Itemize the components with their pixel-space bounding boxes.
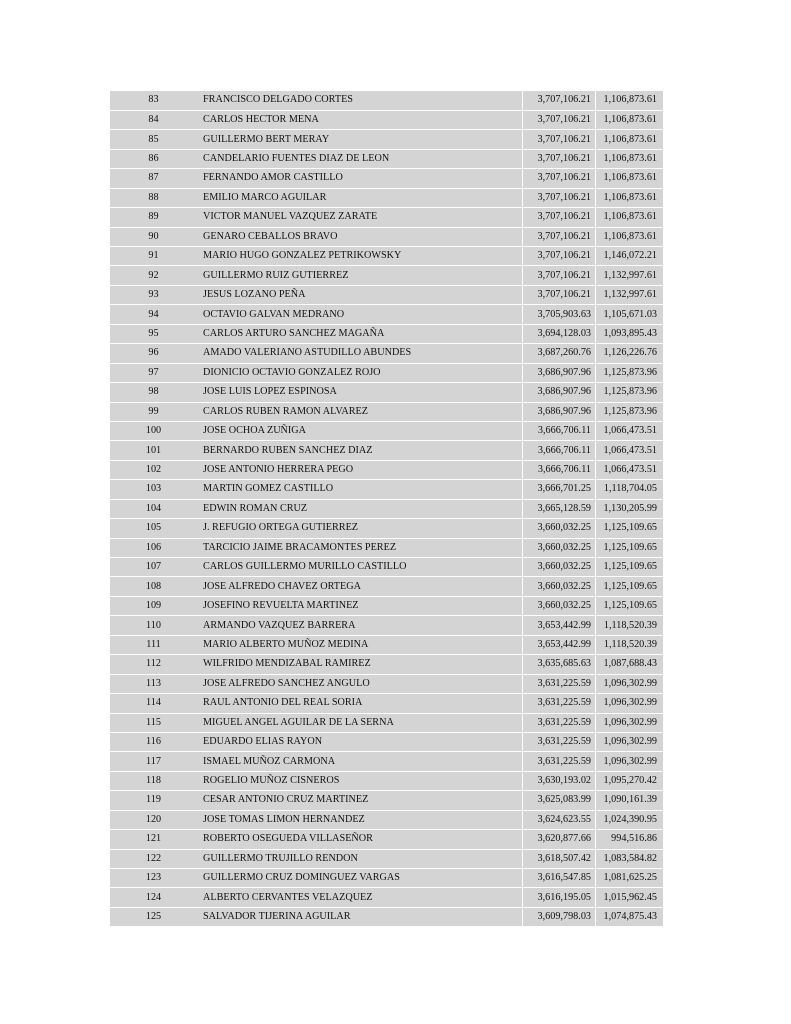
table-row bbox=[110, 324, 663, 343]
table-row bbox=[110, 130, 663, 149]
table-row bbox=[110, 907, 663, 926]
row-number-cell: 100 bbox=[110, 421, 197, 440]
row-name-cell: JOSE LUIS LOPEZ ESPINOSA bbox=[197, 383, 523, 402]
table-row bbox=[110, 460, 663, 479]
row-number-cell: 125 bbox=[110, 907, 197, 926]
table-row bbox=[110, 480, 663, 499]
row-amount-2-cell: 1,096,302.99 bbox=[596, 732, 664, 751]
table-row bbox=[110, 694, 663, 713]
row-amount-2-cell: 1,024,390.95 bbox=[596, 810, 664, 829]
row-name-cell: SALVADOR TIJERINA AGUILAR bbox=[197, 907, 523, 926]
row-amount-1-cell: 3,631,225.59 bbox=[523, 732, 596, 751]
table-row bbox=[110, 441, 663, 460]
row-number-cell: 108 bbox=[110, 577, 197, 596]
table-row bbox=[110, 208, 663, 227]
row-amount-2-cell: 1,087,688.43 bbox=[596, 655, 664, 674]
row-name-cell: JOSE OCHOA ZUÑIGA bbox=[197, 421, 523, 440]
table-row bbox=[110, 810, 663, 829]
table-row bbox=[110, 616, 663, 635]
row-name-cell: ALBERTO CERVANTES VELAZQUEZ bbox=[197, 888, 523, 907]
row-name-cell: TARCICIO JAIME BRACAMONTES PEREZ bbox=[197, 538, 523, 557]
row-number-cell: 110 bbox=[110, 616, 197, 635]
row-amount-2-cell: 1,015,962.45 bbox=[596, 888, 664, 907]
row-amount-1-cell: 3,653,442.99 bbox=[523, 616, 596, 635]
row-name-cell: BERNARDO RUBEN SANCHEZ DIAZ bbox=[197, 441, 523, 460]
row-name-cell: FRANCISCO DELGADO CORTES bbox=[197, 91, 523, 110]
row-number-cell: 101 bbox=[110, 441, 197, 460]
table-row bbox=[110, 558, 663, 577]
table-row bbox=[110, 344, 663, 363]
table-row bbox=[110, 149, 663, 168]
row-name-cell: ROGELIO MUÑOZ CISNEROS bbox=[197, 771, 523, 790]
row-number-cell: 91 bbox=[110, 247, 197, 266]
row-amount-1-cell: 3,635,685.63 bbox=[523, 655, 596, 674]
row-amount-2-cell: 1,125,109.65 bbox=[596, 538, 664, 557]
row-amount-2-cell: 1,118,520.39 bbox=[596, 635, 664, 654]
row-name-cell: CARLOS HECTOR MENA bbox=[197, 110, 523, 129]
data-table bbox=[110, 91, 663, 927]
row-number-cell: 95 bbox=[110, 324, 197, 343]
row-name-cell: ROBERTO OSEGUEDA VILLASEÑOR bbox=[197, 830, 523, 849]
row-name-cell: CARLOS GUILLERMO MURILLO CASTILLO bbox=[197, 558, 523, 577]
row-amount-2-cell: 1,095,270.42 bbox=[596, 771, 664, 790]
table-row bbox=[110, 305, 663, 324]
row-name-cell: MARTIN GOMEZ CASTILLO bbox=[197, 480, 523, 499]
row-name-cell: CESAR ANTONIO CRUZ MARTINEZ bbox=[197, 791, 523, 810]
row-amount-1-cell: 3,618,507.42 bbox=[523, 849, 596, 868]
row-amount-1-cell: 3,687,260.76 bbox=[523, 344, 596, 363]
row-amount-1-cell: 3,620,877.66 bbox=[523, 830, 596, 849]
table-row bbox=[110, 91, 663, 110]
row-name-cell: GUILLERMO CRUZ DOMINGUEZ VARGAS bbox=[197, 869, 523, 888]
row-amount-2-cell: 1,126,226.76 bbox=[596, 344, 664, 363]
row-amount-1-cell: 3,707,106.21 bbox=[523, 227, 596, 246]
row-amount-2-cell: 1,106,873.61 bbox=[596, 169, 664, 188]
row-amount-2-cell: 1,106,873.61 bbox=[596, 91, 664, 110]
row-number-cell: 123 bbox=[110, 869, 197, 888]
row-amount-2-cell: 1,118,520.39 bbox=[596, 616, 664, 635]
row-number-cell: 96 bbox=[110, 344, 197, 363]
row-amount-1-cell: 3,694,128.03 bbox=[523, 324, 596, 343]
row-amount-2-cell: 1,106,873.61 bbox=[596, 227, 664, 246]
row-amount-2-cell: 1,125,109.65 bbox=[596, 577, 664, 596]
row-name-cell: MIGUEL ANGEL AGUILAR DE LA SERNA bbox=[197, 713, 523, 732]
row-number-cell: 109 bbox=[110, 596, 197, 615]
row-amount-1-cell: 3,660,032.25 bbox=[523, 596, 596, 615]
row-amount-1-cell: 3,707,106.21 bbox=[523, 149, 596, 168]
row-name-cell: GENARO CEBALLOS BRAVO bbox=[197, 227, 523, 246]
row-number-cell: 121 bbox=[110, 830, 197, 849]
table-row bbox=[110, 830, 663, 849]
row-number-cell: 116 bbox=[110, 732, 197, 751]
row-name-cell: CANDELARIO FUENTES DIAZ DE LEON bbox=[197, 149, 523, 168]
row-amount-1-cell: 3,707,106.21 bbox=[523, 266, 596, 285]
table-row bbox=[110, 110, 663, 129]
row-number-cell: 106 bbox=[110, 538, 197, 557]
row-amount-2-cell: 1,125,109.65 bbox=[596, 558, 664, 577]
row-name-cell: GUILLERMO TRUJILLO RENDON bbox=[197, 849, 523, 868]
row-amount-1-cell: 3,660,032.25 bbox=[523, 519, 596, 538]
table-row bbox=[110, 421, 663, 440]
row-amount-1-cell: 3,616,195.05 bbox=[523, 888, 596, 907]
row-amount-2-cell: 1,081,625.25 bbox=[596, 869, 664, 888]
table-row bbox=[110, 285, 663, 304]
row-number-cell: 124 bbox=[110, 888, 197, 907]
row-number-cell: 107 bbox=[110, 558, 197, 577]
row-number-cell: 114 bbox=[110, 694, 197, 713]
row-amount-2-cell: 1,106,873.61 bbox=[596, 208, 664, 227]
row-amount-2-cell: 1,096,302.99 bbox=[596, 694, 664, 713]
row-number-cell: 104 bbox=[110, 499, 197, 518]
row-amount-1-cell: 3,653,442.99 bbox=[523, 635, 596, 654]
row-amount-2-cell: 1,130,205.99 bbox=[596, 499, 664, 518]
row-amount-2-cell: 1,132,997.61 bbox=[596, 266, 664, 285]
row-amount-2-cell: 1,096,302.99 bbox=[596, 674, 664, 693]
row-name-cell: GUILLERMO BERT MERAY bbox=[197, 130, 523, 149]
row-amount-2-cell: 1,106,873.61 bbox=[596, 130, 664, 149]
row-number-cell: 122 bbox=[110, 849, 197, 868]
row-amount-2-cell: 1,066,473.51 bbox=[596, 460, 664, 479]
row-number-cell: 112 bbox=[110, 655, 197, 674]
table-row bbox=[110, 596, 663, 615]
table-body bbox=[110, 91, 663, 927]
row-amount-1-cell: 3,665,128.59 bbox=[523, 499, 596, 518]
row-number-cell: 120 bbox=[110, 810, 197, 829]
table-row bbox=[110, 538, 663, 557]
table-row bbox=[110, 752, 663, 771]
row-amount-1-cell: 3,707,106.21 bbox=[523, 130, 596, 149]
table-row bbox=[110, 849, 663, 868]
row-amount-2-cell: 1,093,895.43 bbox=[596, 324, 664, 343]
row-amount-2-cell: 1,074,875.43 bbox=[596, 907, 664, 926]
table-row bbox=[110, 635, 663, 654]
row-amount-2-cell: 1,096,302.99 bbox=[596, 713, 664, 732]
row-amount-1-cell: 3,707,106.21 bbox=[523, 285, 596, 304]
row-amount-1-cell: 3,666,701.25 bbox=[523, 480, 596, 499]
table-row bbox=[110, 888, 663, 907]
table-row bbox=[110, 247, 663, 266]
row-amount-2-cell: 1,125,873.96 bbox=[596, 402, 664, 421]
row-name-cell: DIONICIO OCTAVIO GONZALEZ ROJO bbox=[197, 363, 523, 382]
table-row bbox=[110, 266, 663, 285]
row-number-cell: 97 bbox=[110, 363, 197, 382]
row-amount-2-cell: 1,146,072.21 bbox=[596, 247, 664, 266]
row-number-cell: 93 bbox=[110, 285, 197, 304]
row-number-cell: 103 bbox=[110, 480, 197, 499]
row-amount-1-cell: 3,707,106.21 bbox=[523, 188, 596, 207]
row-name-cell: JOSE ALFREDO CHAVEZ ORTEGA bbox=[197, 577, 523, 596]
table-row bbox=[110, 771, 663, 790]
row-number-cell: 115 bbox=[110, 713, 197, 732]
row-amount-1-cell: 3,707,106.21 bbox=[523, 110, 596, 129]
row-amount-2-cell: 1,096,302.99 bbox=[596, 752, 664, 771]
row-amount-1-cell: 3,660,032.25 bbox=[523, 577, 596, 596]
table-row bbox=[110, 519, 663, 538]
row-amount-1-cell: 3,705,903.63 bbox=[523, 305, 596, 324]
row-name-cell: JESUS LOZANO PEÑA bbox=[197, 285, 523, 304]
row-amount-1-cell: 3,616,547.85 bbox=[523, 869, 596, 888]
row-amount-1-cell: 3,624,623.55 bbox=[523, 810, 596, 829]
row-name-cell: JOSE ALFREDO SANCHEZ ANGULO bbox=[197, 674, 523, 693]
row-amount-1-cell: 3,666,706.11 bbox=[523, 460, 596, 479]
table-row bbox=[110, 383, 663, 402]
row-name-cell: OCTAVIO GALVAN MEDRANO bbox=[197, 305, 523, 324]
row-amount-2-cell: 1,106,873.61 bbox=[596, 110, 664, 129]
row-name-cell: JOSEFINO REVUELTA MARTINEZ bbox=[197, 596, 523, 615]
row-number-cell: 117 bbox=[110, 752, 197, 771]
row-number-cell: 87 bbox=[110, 169, 197, 188]
row-number-cell: 102 bbox=[110, 460, 197, 479]
row-name-cell: CARLOS ARTURO SANCHEZ MAGAÑA bbox=[197, 324, 523, 343]
row-amount-1-cell: 3,666,706.11 bbox=[523, 441, 596, 460]
row-amount-2-cell: 1,106,873.61 bbox=[596, 149, 664, 168]
data-table-container bbox=[110, 91, 663, 927]
row-name-cell: RAUL ANTONIO DEL REAL SORIA bbox=[197, 694, 523, 713]
row-amount-1-cell: 3,609,798.03 bbox=[523, 907, 596, 926]
row-name-cell: EMILIO MARCO AGUILAR bbox=[197, 188, 523, 207]
row-name-cell: ISMAEL MUÑOZ CARMONA bbox=[197, 752, 523, 771]
row-number-cell: 111 bbox=[110, 635, 197, 654]
table-row bbox=[110, 227, 663, 246]
row-number-cell: 98 bbox=[110, 383, 197, 402]
table-row bbox=[110, 188, 663, 207]
table-row bbox=[110, 791, 663, 810]
row-number-cell: 99 bbox=[110, 402, 197, 421]
row-number-cell: 88 bbox=[110, 188, 197, 207]
row-number-cell: 94 bbox=[110, 305, 197, 324]
row-amount-2-cell: 1,106,873.61 bbox=[596, 188, 664, 207]
row-amount-2-cell: 1,125,109.65 bbox=[596, 596, 664, 615]
table-row bbox=[110, 363, 663, 382]
row-name-cell: AMADO VALERIANO ASTUDILLO ABUNDES bbox=[197, 344, 523, 363]
row-number-cell: 92 bbox=[110, 266, 197, 285]
row-number-cell: 119 bbox=[110, 791, 197, 810]
row-amount-1-cell: 3,666,706.11 bbox=[523, 421, 596, 440]
row-amount-1-cell: 3,707,106.21 bbox=[523, 169, 596, 188]
row-amount-1-cell: 3,686,907.96 bbox=[523, 402, 596, 421]
row-name-cell: FERNANDO AMOR CASTILLO bbox=[197, 169, 523, 188]
row-amount-1-cell: 3,660,032.25 bbox=[523, 558, 596, 577]
row-name-cell: MARIO HUGO GONZALEZ PETRIKOWSKY bbox=[197, 247, 523, 266]
row-name-cell: ARMANDO VAZQUEZ BARRERA bbox=[197, 616, 523, 635]
row-number-cell: 83 bbox=[110, 91, 197, 110]
row-name-cell: WILFRIDO MENDIZABAL RAMIREZ bbox=[197, 655, 523, 674]
row-name-cell: GUILLERMO RUIZ GUTIERREZ bbox=[197, 266, 523, 285]
table-row bbox=[110, 402, 663, 421]
row-name-cell: CARLOS RUBEN RAMON ALVAREZ bbox=[197, 402, 523, 421]
row-amount-1-cell: 3,707,106.21 bbox=[523, 208, 596, 227]
row-amount-1-cell: 3,631,225.59 bbox=[523, 713, 596, 732]
row-amount-1-cell: 3,707,106.21 bbox=[523, 91, 596, 110]
row-name-cell: VICTOR MANUEL VAZQUEZ ZARATE bbox=[197, 208, 523, 227]
row-number-cell: 90 bbox=[110, 227, 197, 246]
row-amount-1-cell: 3,631,225.59 bbox=[523, 674, 596, 693]
row-amount-2-cell: 1,090,161.39 bbox=[596, 791, 664, 810]
row-amount-2-cell: 1,066,473.51 bbox=[596, 421, 664, 440]
row-number-cell: 89 bbox=[110, 208, 197, 227]
row-number-cell: 86 bbox=[110, 149, 197, 168]
row-name-cell: J. REFUGIO ORTEGA GUTIERREZ bbox=[197, 519, 523, 538]
row-number-cell: 85 bbox=[110, 130, 197, 149]
row-name-cell: JOSE ANTONIO HERRERA PEGO bbox=[197, 460, 523, 479]
row-name-cell: MARIO ALBERTO MUÑOZ MEDINA bbox=[197, 635, 523, 654]
table-row bbox=[110, 169, 663, 188]
row-name-cell: EDWIN ROMAN CRUZ bbox=[197, 499, 523, 518]
table-row bbox=[110, 732, 663, 751]
row-amount-1-cell: 3,631,225.59 bbox=[523, 694, 596, 713]
row-amount-2-cell: 1,118,704.05 bbox=[596, 480, 664, 499]
row-name-cell: JOSE TOMAS LIMON HERNANDEZ bbox=[197, 810, 523, 829]
table-row bbox=[110, 577, 663, 596]
table-row bbox=[110, 713, 663, 732]
table-row bbox=[110, 655, 663, 674]
row-name-cell: EDUARDO ELIAS RAYON bbox=[197, 732, 523, 751]
row-number-cell: 113 bbox=[110, 674, 197, 693]
row-amount-1-cell: 3,707,106.21 bbox=[523, 247, 596, 266]
row-amount-1-cell: 3,631,225.59 bbox=[523, 752, 596, 771]
row-number-cell: 105 bbox=[110, 519, 197, 538]
row-amount-2-cell: 1,066,473.51 bbox=[596, 441, 664, 460]
table-row bbox=[110, 499, 663, 518]
row-amount-2-cell: 1,125,109.65 bbox=[596, 519, 664, 538]
row-number-cell: 84 bbox=[110, 110, 197, 129]
row-amount-2-cell: 994,516.86 bbox=[596, 830, 664, 849]
row-amount-2-cell: 1,125,873.96 bbox=[596, 383, 664, 402]
table-row bbox=[110, 869, 663, 888]
row-amount-2-cell: 1,083,584.82 bbox=[596, 849, 664, 868]
row-amount-1-cell: 3,660,032.25 bbox=[523, 538, 596, 557]
row-amount-1-cell: 3,686,907.96 bbox=[523, 383, 596, 402]
row-amount-1-cell: 3,630,193.02 bbox=[523, 771, 596, 790]
row-amount-2-cell: 1,132,997.61 bbox=[596, 285, 664, 304]
row-amount-2-cell: 1,125,873.96 bbox=[596, 363, 664, 382]
row-amount-1-cell: 3,625,083.99 bbox=[523, 791, 596, 810]
table-row bbox=[110, 674, 663, 693]
row-amount-1-cell: 3,686,907.96 bbox=[523, 363, 596, 382]
row-number-cell: 118 bbox=[110, 771, 197, 790]
row-amount-2-cell: 1,105,671.03 bbox=[596, 305, 664, 324]
